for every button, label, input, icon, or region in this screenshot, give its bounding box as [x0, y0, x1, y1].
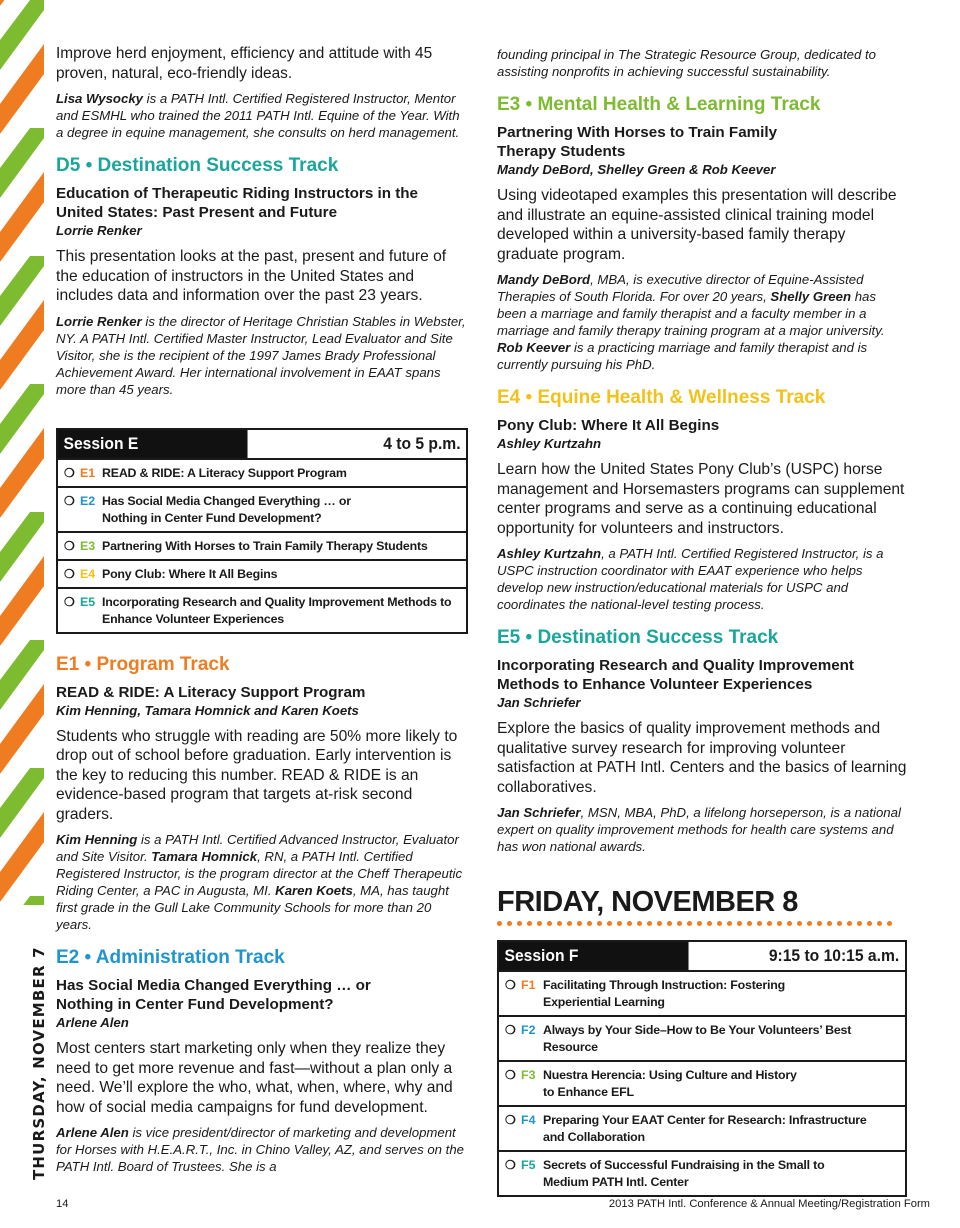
session-description: Most centers start marketing only when they realize they need to get more revenue and fast—without a plan only a need. We’ll explore the who, what, when, where, why and how of social media campaigns for fund development. — [56, 1040, 453, 1116]
checkbox-circle-icon[interactable]: ❍ — [505, 978, 516, 992]
dotted-divider — [497, 921, 907, 926]
checkbox-circle-icon[interactable]: ❍ — [505, 1023, 516, 1037]
session-name: Session F — [499, 942, 689, 970]
checkbox-circle-icon[interactable]: ❍ — [64, 493, 75, 508]
session-description: Learn how the United States Pony Club’s (USPC) horse management and Horsemasters programs can supplement center programs and serve as a continuing educational opportunity for volunteers and instructors. — [497, 461, 905, 537]
divider-dot — [507, 921, 512, 926]
session-description: Explore the basics of quality improvement methods and qualitative survey research for improving volunteer satisfaction at PATH Intl. Centers and the basics of learning collaboratives. — [497, 720, 907, 796]
day-heading: FRIDAY, NOVEMBER 8 — [497, 886, 798, 918]
session-description: Using videotaped examples this presentation will describe and illustrate an equine-assisted clinical training model developed within a university-based family therapy graduate program. — [497, 187, 897, 263]
divider-dot — [887, 921, 892, 926]
presenter-names: Jan Schriefer — [497, 695, 581, 710]
divider-dot — [707, 921, 712, 926]
session-option-f1[interactable] — [499, 970, 905, 1015]
session-code: F2 — [521, 1023, 536, 1037]
divider-dot — [667, 921, 672, 926]
presenter-bio — [497, 804, 907, 855]
bio-name: Mandy DeBord — [497, 272, 591, 287]
divider-dot — [577, 921, 582, 926]
session-code: E1 — [80, 465, 96, 480]
presenter-names: Lorrie Renker — [56, 223, 142, 238]
bio-name: Lorrie Renker — [56, 313, 142, 329]
divider-dot — [647, 921, 652, 926]
divider-dot — [847, 921, 852, 926]
divider-dot — [607, 921, 612, 926]
session-option-label: Nuestra Herencia: Using Culture and History to Enhance EFL — [543, 1068, 797, 1099]
checkbox-circle-icon[interactable]: ❍ — [505, 1068, 516, 1082]
divider-dot — [527, 921, 532, 926]
bio-text: is vice president/director of marketing and development for Horses with H.E.A.R.T., Inc. in Chino Valley, AZ, and serves on the PATH Intl. Board of Trustees. She is a — [56, 1125, 465, 1174]
session-option-label: Partnering With Horses to Train Family Therapy Students — [102, 538, 428, 553]
bio-name: Rob Keever — [497, 340, 571, 355]
track-heading-e5: E5 • Destination Success Track — [497, 627, 779, 648]
bio-text: , RN, a PATH Intl. Certified Registered Instructor, is the program director at the Cheff Therapeutic Riding Center, a PAC in Augusta, MI. — [56, 849, 463, 898]
session-option-f5[interactable] — [499, 1150, 905, 1195]
divider-dot — [767, 921, 772, 926]
presenter-bio — [497, 271, 907, 373]
bio-text: , a PATH Intl. Certified Registered Instructor, is a USPC instruction coordinator with EAAT experience who helps develop new instruction/educational materials for USPC and coordinates the national-level testing process. — [497, 546, 884, 612]
session-code: E4 — [80, 566, 96, 581]
bio-text: is a PATH Intl. Certified Advanced Instructor, Evaluator and Site Visitor. — [56, 832, 459, 864]
divider-dot — [537, 921, 542, 926]
checkbox-circle-icon[interactable]: ❍ — [64, 566, 75, 581]
session-name: Session E — [58, 430, 248, 458]
divider-dot — [837, 921, 842, 926]
divider-dot — [687, 921, 692, 926]
track-heading-d5: D5 • Destination Success Track — [56, 155, 339, 176]
side-date-label: THURSDAY, NOVEMBER 7 — [30, 946, 48, 1180]
session-e-table — [56, 428, 468, 634]
session-code: F4 — [521, 1113, 536, 1127]
bio-text: , MA, has taught first grade in the Gull Lake Community Schools for more than 20 years. — [56, 883, 449, 932]
divider-dot — [787, 921, 792, 926]
divider-dot — [557, 921, 562, 926]
session-title: Pony Club: Where It All Begins — [497, 417, 720, 434]
bio-text: is a practicing marriage and family therapist and is currently pursuing his PhD. — [497, 340, 868, 372]
divider-dot — [517, 921, 522, 926]
divider-dot — [857, 921, 862, 926]
bio-name: Shelly Green — [770, 289, 852, 304]
session-option-f2[interactable] — [499, 1015, 905, 1060]
divider-dot — [677, 921, 682, 926]
session-title: Has Social Media Changed Everything … or Nothing in Center Fund Development? — [56, 977, 371, 1013]
session-option-label: Incorporating Research and Quality Improvement Methods to Enhance Volunteer Experiences — [102, 594, 452, 626]
divider-dot — [807, 921, 812, 926]
session-option-label: Secrets of Successful Fundraising in the Small to Medium PATH Intl. Center — [543, 1158, 825, 1189]
bio-text: is a PATH Intl. Certified Registered Instructor, Mentor and ESMHL who trained the 2011 PATH Intl. Equine of the Year. With a degree in equine management, she consults on herd management. — [56, 91, 460, 140]
session-header — [499, 942, 905, 970]
page-number: 14 — [56, 1198, 69, 1210]
divider-dot — [827, 921, 832, 926]
divider-dot — [587, 921, 592, 926]
presenter-bio — [56, 1124, 468, 1175]
session-option-label: Always by Your Side–How to Be Your Volunteers’ Best Resource — [543, 1023, 852, 1054]
divider-dot — [727, 921, 732, 926]
bio-name: Kim Henning — [56, 832, 138, 847]
footer-title: 2013 PATH Intl. Conference & Annual Meeting/Registration Form — [608, 1198, 930, 1210]
left-column — [56, 44, 468, 1185]
session-code: E5 — [80, 594, 96, 609]
session-code: F5 — [521, 1158, 536, 1172]
divider-dot — [777, 921, 782, 926]
session-description: Students who struggle with reading are 50% more likely to drop out of school before graduation. Early intervention is the key to reducing this number. READ & RIDE is an evidence-based program that targets at-risk second graders. — [56, 727, 458, 823]
divider-dot — [657, 921, 662, 926]
divider-dot — [867, 921, 872, 926]
divider-dot — [637, 921, 642, 926]
bio-text: , MBA, is executive director of Equine-Assisted Therapies of South Florida. For over 20 years, — [497, 272, 864, 304]
divider-dot — [597, 921, 602, 926]
bio-name: Ashley Kurtzahn — [497, 546, 602, 561]
presenter-names: Mandy DeBord, Shelley Green & Rob Keever — [497, 162, 776, 177]
bio-text: , MSN, MBA, PhD, a lifelong horseperson, is a national expert on quality improvement methods for health care systems and has won national awards. — [497, 805, 901, 854]
session-option-e4[interactable] — [58, 559, 466, 587]
session-header — [58, 430, 466, 458]
presenter-bio — [497, 545, 907, 613]
bio-name: Karen Koets — [275, 883, 353, 898]
session-description: This presentation looks at the past, present and future of the education of instructors in the United States and includes data and information over the past 23 years. — [56, 248, 447, 304]
track-heading-e4: E4 • Equine Health & Wellness Track — [497, 387, 826, 408]
session-title: Incorporating Research and Quality Improvement Methods to Enhance Volunteer Experiences — [497, 657, 854, 693]
session-option-label: Facilitating Through Instruction: Fostering Experiential Learning — [543, 978, 785, 1009]
session-code: E2 — [80, 493, 96, 508]
session-option-f4[interactable] — [499, 1105, 905, 1150]
continued-bio: founding principal in The Strategic Resource Group, dedicated to assisting nonprofits in achieving successful sustainability. — [497, 47, 876, 79]
divider-dot — [717, 921, 722, 926]
session-option-label: READ & RIDE: A Literacy Support Program — [102, 465, 347, 480]
divider-dot — [797, 921, 802, 926]
session-option-label: Has Social Media Changed Everything … or Nothing in Center Fund Development? — [102, 493, 351, 525]
session-option-f3[interactable] — [499, 1060, 905, 1105]
divider-dot — [737, 921, 742, 926]
session-time: 4 to 5 p.m. — [383, 433, 461, 453]
presenter-bio — [56, 831, 468, 933]
bio-name: Jan Schriefer — [497, 805, 581, 820]
session-title: Education of Therapeutic Riding Instructors in the United States: Past Present and Future — [56, 185, 418, 221]
session-title: READ & RIDE: A Literacy Support Program — [56, 683, 366, 701]
presenter-bio — [56, 313, 468, 398]
checkbox-circle-icon[interactable]: ❍ — [64, 538, 75, 553]
divider-dot — [747, 921, 752, 926]
right-column — [497, 44, 907, 1197]
session-option-e3[interactable] — [58, 531, 466, 559]
presenter-names: Ashley Kurtzahn — [497, 436, 602, 451]
divider-dot — [627, 921, 632, 926]
divider-dot — [567, 921, 572, 926]
session-code: E3 — [80, 538, 96, 553]
track-heading-e1: E1 • Program Track — [56, 653, 230, 675]
track-heading-e2: E2 • Administration Track — [56, 947, 285, 968]
bio-text: is the director of Heritage Christian Stables in Webster, NY. A PATH Intl. Certified Master Instructor, Lead Evaluator and Site Visitor, she is the recipient of the 1997 James Brady Professional Achievement Award. Her international involvement in EAAT spans more than 45 years. — [56, 313, 466, 397]
bio-text: has been a marriage and family therapist and a faculty member in a marriage and family therapy training program at a major university. — [497, 289, 885, 338]
checkbox-circle-icon[interactable]: ❍ — [505, 1113, 516, 1127]
bio-name: Lisa Wysocky — [56, 91, 143, 106]
session-option-e1[interactable] — [58, 458, 466, 486]
session-title: Partnering With Horses to Train Family Therapy Students — [497, 124, 778, 160]
session-time: 9:15 to 10:15 a.m. — [769, 946, 900, 965]
bio-name: Arlene Alen — [56, 1125, 129, 1140]
session-code: F3 — [521, 1068, 536, 1082]
checkbox-circle-icon[interactable]: ❍ — [64, 465, 75, 480]
checkbox-circle-icon[interactable]: ❍ — [64, 594, 75, 609]
divider-dot — [877, 921, 882, 926]
bio-name: Tamara Homnick — [151, 849, 258, 864]
divider-dot — [697, 921, 702, 926]
session-option-label: Pony Club: Where It All Begins — [102, 566, 278, 581]
divider-dot — [497, 921, 502, 926]
session-option-label: Preparing Your EAAT Center for Research: Infrastructure and Collaboration — [543, 1113, 867, 1144]
divider-dot — [757, 921, 762, 926]
divider-dot — [547, 921, 552, 926]
session-option-e2[interactable] — [58, 486, 466, 531]
divider-dot — [617, 921, 622, 926]
presenter-names: Arlene Alen — [56, 1015, 129, 1030]
session-f-table — [497, 940, 907, 1197]
checkbox-circle-icon[interactable]: ❍ — [505, 1158, 516, 1172]
divider-dot — [817, 921, 822, 926]
presenter-names: Kim Henning, Tamara Homnick and Karen Koets — [56, 702, 359, 718]
session-code: F1 — [521, 978, 536, 992]
presenter-bio — [56, 90, 468, 141]
track-heading-e3: E3 • Mental Health & Learning Track — [497, 94, 821, 115]
intro-text: Improve herd enjoyment, efficiency and attitude with 45 proven, natural, eco-friendly ideas. — [56, 45, 433, 82]
session-option-e5[interactable] — [58, 587, 466, 632]
